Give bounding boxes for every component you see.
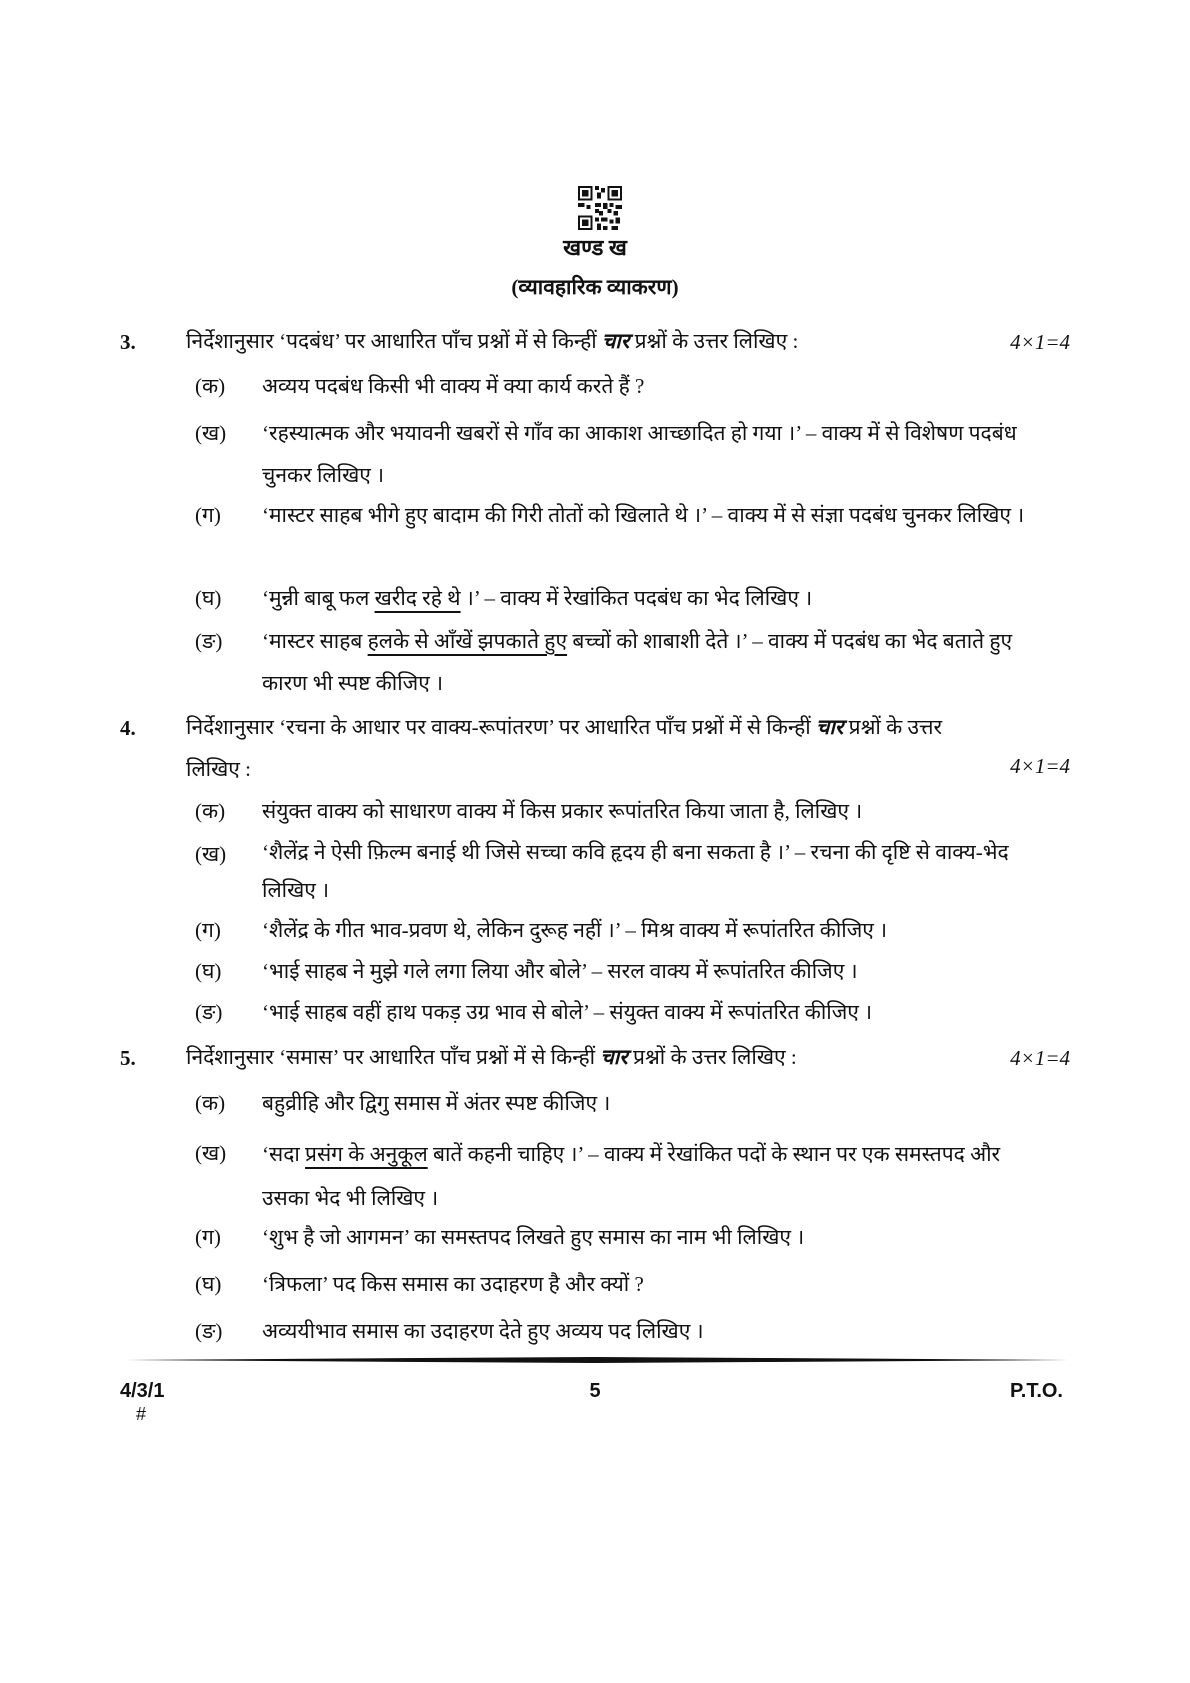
hash-mark: # bbox=[136, 1404, 147, 1424]
section-title: खण्ड ख bbox=[563, 235, 627, 260]
underlined-phrase: खरीद रहे थे bbox=[374, 586, 461, 610]
underlined-phrase: प्रसंग के अनुकूल bbox=[305, 1142, 428, 1166]
section-subtitle: (व्यावहारिक व्याकरण) bbox=[511, 275, 679, 299]
qr-code-icon bbox=[578, 186, 622, 230]
question-number: 3. bbox=[120, 330, 136, 354]
question-marks: 4×1=4 bbox=[1010, 330, 1070, 354]
footer-divider bbox=[120, 1357, 1068, 1363]
question-text: निर्देशानुसार ‘रचना के आधार पर वाक्य-रूपांतरण’ पर आधारित पाँच प्रश्नों में से किन्हीं चार प्रश्नों के उत्तर लिखिए : bbox=[186, 715, 943, 781]
page-number: 5 bbox=[589, 1380, 601, 1402]
underlined-phrase: हलके से आँखें झपकाते हुए bbox=[367, 629, 568, 653]
question-text: निर्देशानुसार ‘समास’ पर आधारित पाँच प्रश्नों में से किन्हीं चार प्रश्नों के उत्तर लिखिए : bbox=[186, 1045, 797, 1069]
question-text: निर्देशानुसार ‘पदबंध’ पर आधारित पाँच प्रश्नों में से किन्हीं चार प्रश्नों के उत्तर लिखिए : bbox=[186, 329, 799, 353]
question-marks: 4×1=4 bbox=[1010, 754, 1070, 778]
exam-page: खण्ड ख (व्यावहारिक व्याकरण) 3. निर्देशानुसार ‘पदबंध’ पर आधारित पाँच प्रश्नों में से किन्हीं चार प्रश्नों के उत्तर लिखिए : 4×1=4 (क) अव्यय पदबंध किसी भी वाक्य में क्या कार्य करते हैं ? (ख) ‘रहस्यात्मक और भयावनी खबरों से गाँव का आकाश आच्छादित हो गया ।’ – वाक्य में से विशेषण पदबंध चुनकर लिखिए । (ग) ‘मास्टर साहब भीगे हुए बादाम की गिरी तोतों को खिलाते थे ।’ – वाक्य में से संज्ञा पदबंध चुनकर लिखिए । (घ) ‘मुन्नी बाबू फल खरीद रहे थे ।’ – वाक्य में रेखांकित पदबंध का भेद लिखिए । (ङ) ‘मास्टर साहब हलके से आँखें झपकाते हुए बच्चों को शाबाशी देते ।’ – वाक्य में पदबंध का भेद बताते हुए कारण भी स्पष्ट कीजिए । 4. निर्देशानुसार ‘रचना के आधार पर वाक्य-रूपांतरण’ पर आधारित पाँच प्रश्नों में से किन्हीं चार प्रश्नों के उत्तर लिखिए : 4×1=4 (क) संयुक्त वाक्य को साधारण वाक्य में किस प्रकार रूपांतरित किया जाता है, लिखिए । (ख) ‘शैलेंद्र ने ऐसी फ़िल्म बनाई थी जिसे सच्चा कवि हृदय ही बना सकता है ।’ – रचना की दृष्टि से वाक्य-भेद लिखिए । (ग) ‘शैलेंद्र के गीत भाव-प्रवण थे, लेकिन दुरूह नहीं ।’ – मिश्र वाक्य में रूपांतरित कीजिए । (घ) ‘भाई साहब ने मुझे गले लगा लिया और बोले’ – सरल वाक्य में रूपांतरित कीजिए । (ङ) ‘भाई साहब वहीं हाथ पकड़ उग्र भाव से बोले’ – संयुक्त वाक्य में रूपांतरित कीजिए । 5. निर्देशानुसार ‘समास’ पर आधारित पाँच प्रश्नों में से किन्हीं चार प्रश्नों के उत्तर लिखिए : 4×1=4 (क) बहुव्रीहि और द्विगु समास में अंतर स्पष्ट कीजिए । (ख) ‘सदा प्रसंग के अनुकूल बातें कहनी चाहिए ।’ – वाक्य में रेखांकित पदों के स्थान पर एक समस्तपद और उसका भेद भी लिखिए । (ग) ‘शुभ है जो आगमन’ का समस्तपद लिखते हुए समास का नाम भी लिखिए । (घ) ‘त्रिफला’ पद किस समास का उदाहरण है और क्यों ? (ङ) अव्ययीभाव समास का उदाहरण देते हुए अव्यय पद लिखिए । 4/3/1 # 5 P.T.O. bbox=[0, 0, 1190, 1683]
question-marks: 4×1=4 bbox=[1010, 1046, 1070, 1070]
pto-label: P.T.O. bbox=[1010, 1380, 1063, 1402]
paper-code: 4/3/1 bbox=[120, 1380, 165, 1402]
question-number: 5. bbox=[120, 1046, 136, 1070]
question-number: 4. bbox=[120, 716, 136, 740]
